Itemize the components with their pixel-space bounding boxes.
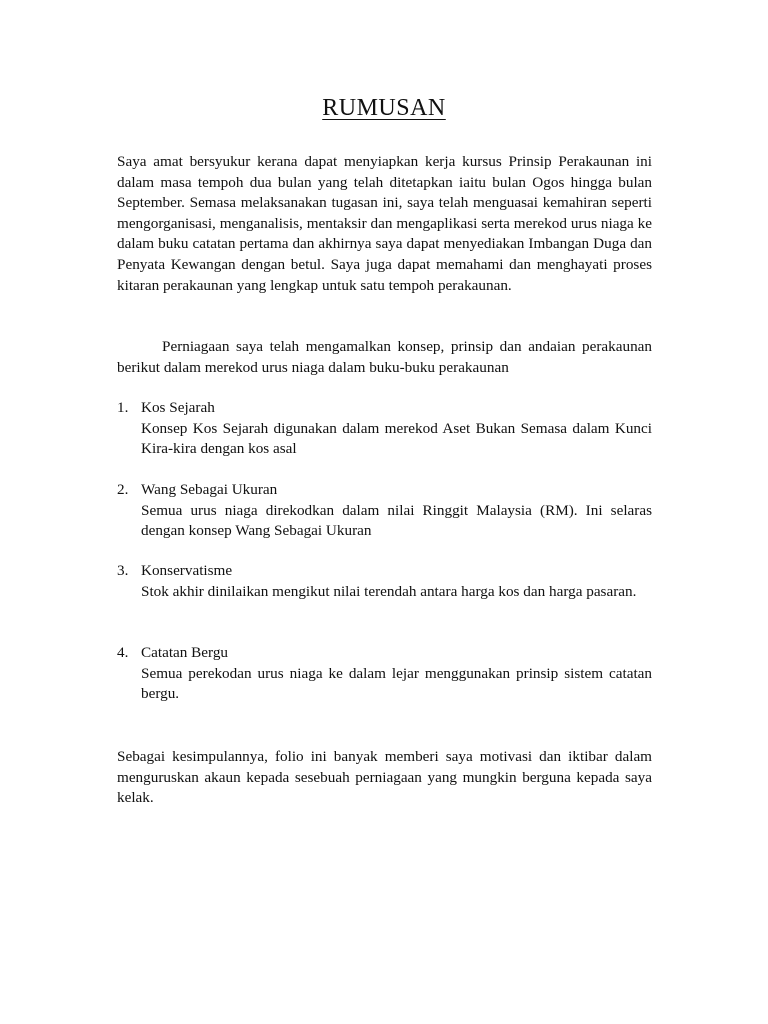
list-item-number: 3. [117,562,129,579]
list-item-heading: Wang Sebagai Ukuran [141,481,278,498]
list-item-heading: Konservatisme [141,562,233,579]
conclusion-paragraph: Sebagai kesimpulannya, folio ini banyak memberi saya motivasi dan iktibar dalam menguruskan akaun kepada sesebuah perniagaan yang mungkin berguna kepada saya kelak. [117,748,652,807]
list-item-number: 2. [117,481,129,498]
intro-paragraph: Saya amat bersyukur kerana dapat menyiapkan kerja kursus Prinsip Perakaunan ini dalam masa tempoh dua bulan yang telah ditetapkan iaitu bulan Ogos hingga bulan September. Semasa melaksanakan tugasan ini, saya telah menguasai kemahiran seperti mengorganisasi, menganalisis, mentaksir dan mengaplikasi serta merekod urus niaga ke dalam buku catatan pertama dan akhirnya saya dapat menyediakan Imbangan Duga dan Penyata Kewangan dengan betul. Saya juga dapat memahami dan menghayati proses kitaran perakaunan yang lengkap untuk satu tempoh perakaunan. [117,153,652,294]
list-item-body [141,480,652,542]
list-item-body [141,643,652,705]
list-item-description: Semua perekodan urus niaga ke dalam lejar menggunakan prinsip sistem catatan bergu. [141,664,652,703]
list-item-body [141,561,652,602]
list-item-description: Konsep Kos Sejarah digunakan dalam merekod Aset Bukan Semasa dalam Kunci Kira-kira dengan kos asal [141,419,652,458]
list-item-heading: Catatan Bergu [141,644,229,661]
list-item-description: Semua urus niaga direkodkan dalam nilai Ringgit Malaysia (RM). Ini selaras dengan konsep Wang Sebagai Ukuran [141,501,652,540]
list-item-heading: Kos Sejarah [141,399,215,416]
concepts-intro-paragraph: Perniagaan saya telah mengamalkan konsep, prinsip dan andaian perakaunan berikut dalam merekod urus niaga dalam buku-buku perakaunan [117,338,652,376]
page-title: RUMUSAN [322,95,446,121]
list-item-number: 1. [117,399,129,416]
list-item-body [141,398,652,460]
list-item-number: 4. [117,644,129,661]
list-item-description: Stok akhir dinilaikan mengikut nilai terendah antara harga kos dan harga pasaran. [141,582,637,600]
